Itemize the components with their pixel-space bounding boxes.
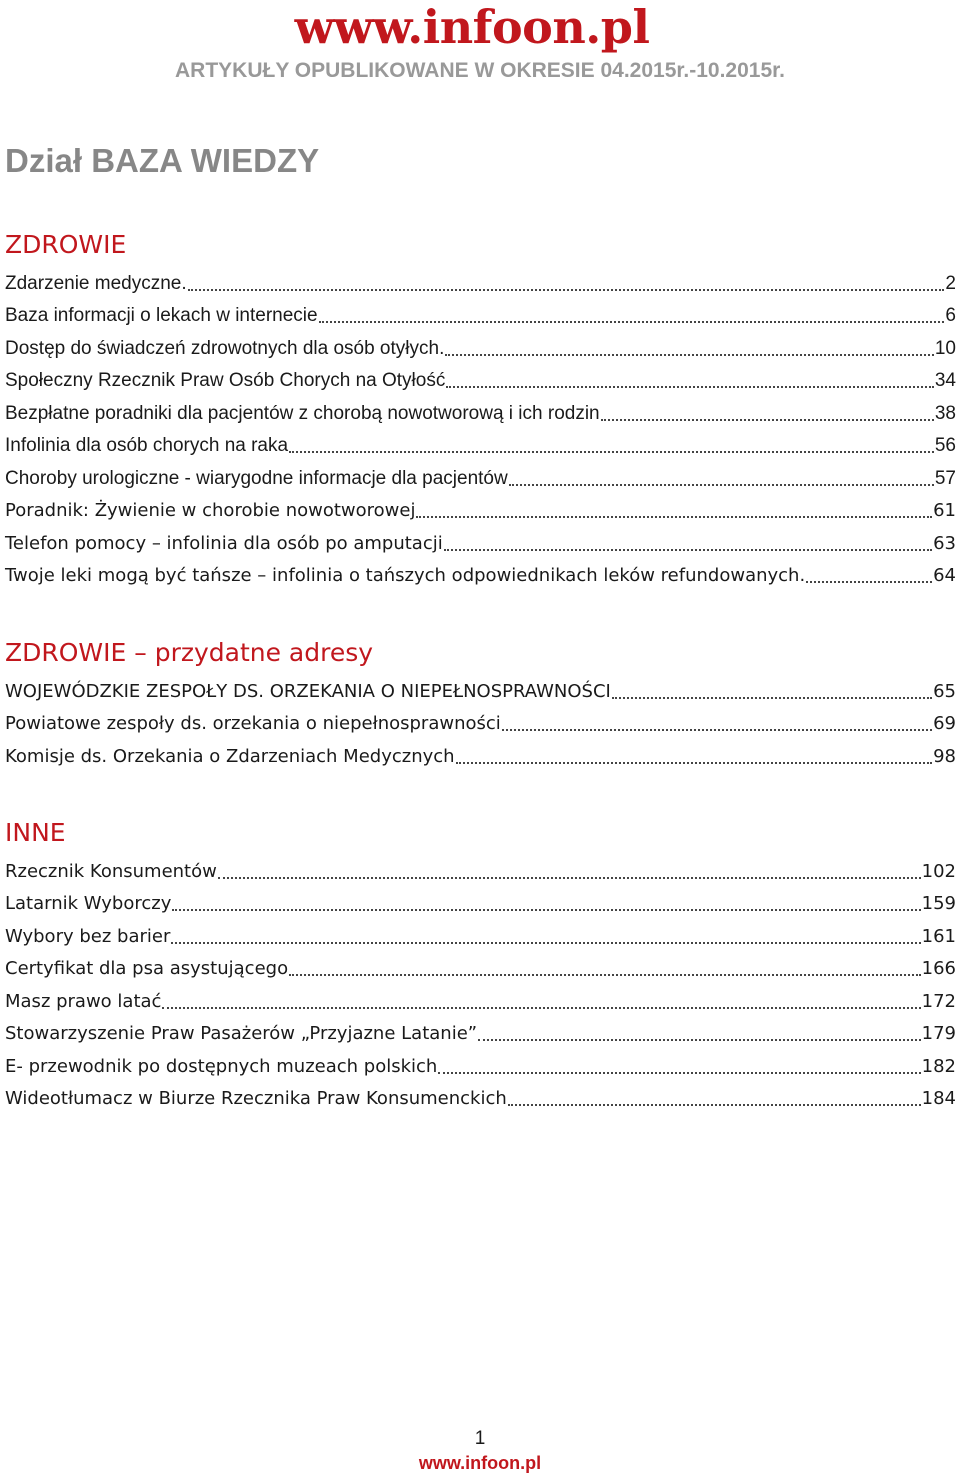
toc-entry-text: Powiatowe zespoły ds. orzekania o niepełnosprawności [5, 713, 501, 734]
toc-entry[interactable] [5, 704, 956, 736]
toc-entry-page: 159 [921, 893, 956, 914]
toc-entry-text: Wideotłumacz w Biurze Rzecznika Praw Konsumenckich [5, 1088, 507, 1109]
toc-entry-text: Społeczny Rzecznik Praw Osób Chorych na Otyłość [5, 370, 446, 391]
toc-entry[interactable] [5, 949, 956, 981]
toc-entry[interactable] [5, 1014, 956, 1046]
toc-entry-text: Poradnik: Żywienie w chorobie nowotworowej [5, 500, 416, 521]
toc-entry-text: Stowarzyszenie Praw Pasażerów „Przyjazne Latanie” [5, 1023, 478, 1044]
toc-entry-text: Twoje leki mogą być tańsze – infolinia o tańszych odpowiednikach leków refundowanych. [5, 565, 806, 586]
toc-entry[interactable] [5, 329, 956, 361]
toc-entry-text: Infolinia dla osób chorych na raka [5, 435, 289, 456]
toc-entry[interactable] [5, 264, 956, 296]
toc-entry-text: E- przewodnik po dostępnych muzeach polskich [5, 1056, 438, 1077]
toc-leader-dots [289, 450, 934, 453]
toc-entry-text: WOJEWÓDZKIE ZESPOŁY DS. ORZEKANIA O NIEPEŁNOSPRAWNOŚCI [5, 681, 611, 702]
toc-entry-text: Latarnik Wyborczy [5, 893, 172, 914]
toc-entry-page: 61 [933, 500, 956, 521]
toc-entry-page: 65 [933, 681, 956, 702]
toc-leader-dots [509, 483, 934, 486]
toc-entry[interactable] [5, 459, 956, 491]
section-title-useful-addresses: ZDROWIE – przydatne adresy [5, 638, 374, 667]
toc-entry[interactable] [5, 1079, 956, 1111]
toc-entry-text: Zdarzenie medyczne. [5, 273, 187, 294]
toc-entry[interactable] [5, 491, 956, 523]
toc-leader-dots [289, 973, 921, 976]
toc-entry-page: 2 [945, 273, 956, 294]
site-title: www.infoon.pl [294, 0, 650, 54]
toc-entry-text: Rzecznik Konsumentów [5, 861, 217, 882]
toc-entry-page: 34 [934, 370, 956, 391]
toc-entry[interactable] [5, 884, 956, 916]
toc-leader-dots [218, 876, 921, 879]
toc-entry-page: 102 [921, 861, 956, 882]
toc-leader-dots [612, 696, 932, 699]
publication-period: ARTYKUŁY OPUBLIKOWANE W OKRESIE 04.2015r.-10.2015r. [175, 59, 785, 82]
toc-leader-dots [446, 385, 934, 388]
toc-entry-text: Dostęp do świadczeń zdrowotnych dla osób otyłych. [5, 338, 445, 359]
toc-entry-page: 63 [933, 533, 956, 554]
toc-entry-text: Masz prawo latać [5, 991, 162, 1012]
section-title-zdrowie: ZDROWIE [5, 230, 127, 259]
toc-leader-dots [171, 941, 920, 944]
toc-entry[interactable] [5, 361, 956, 393]
toc-entry-text: Choroby urologiczne - wiarygodne informacje dla pacjentów [5, 468, 508, 489]
toc-entry-page: 98 [933, 746, 956, 767]
toc-leader-dots [508, 1103, 921, 1106]
toc-leader-dots [478, 1038, 921, 1041]
toc-entry-page: 184 [921, 1088, 956, 1109]
toc-entry[interactable] [5, 852, 956, 884]
toc-leader-dots [162, 1006, 920, 1009]
toc-entry[interactable] [5, 426, 956, 458]
toc-entry-text: Wybory bez barier [5, 926, 171, 947]
toc-entry[interactable] [5, 394, 956, 426]
toc-entry-page: 6 [945, 305, 956, 326]
toc-entry-page: 172 [921, 991, 956, 1012]
toc-entry-page: 179 [921, 1023, 956, 1044]
toc-entry[interactable] [5, 524, 956, 556]
toc-entry[interactable] [5, 982, 956, 1014]
toc-entry[interactable] [5, 672, 956, 704]
toc-leader-dots [438, 1071, 920, 1074]
toc-leader-dots [188, 288, 945, 291]
toc-entry[interactable] [5, 296, 956, 328]
toc-leader-dots [416, 515, 932, 518]
toc-entry[interactable] [5, 1047, 956, 1079]
toc-leader-dots [806, 580, 932, 583]
footer-url[interactable]: www.infoon.pl [418, 1453, 542, 1473]
toc-entry-page: 56 [934, 435, 956, 456]
page-number: 1 [474, 1428, 486, 1449]
toc-entry[interactable] [5, 737, 956, 769]
toc-leader-dots [502, 728, 932, 731]
toc-leader-dots [319, 320, 945, 323]
toc-entry-text: Bezpłatne poradniki dla pacjentów z chorobą nowotworową i ich rodzin [5, 403, 600, 424]
toc-entry-page: 38 [934, 403, 956, 424]
toc-entry-page: 182 [921, 1056, 956, 1077]
toc-entry-page: 10 [934, 338, 956, 359]
toc-leader-dots [601, 418, 934, 421]
section-title-other: INNE [5, 818, 66, 847]
toc-leader-dots [444, 548, 932, 551]
toc-entry-text: Certyfikat dla psa asystującego [5, 958, 289, 979]
toc-entry-text: Komisje ds. Orzekania o Zdarzeniach Medycznych [5, 746, 455, 767]
toc-entry-page: 57 [934, 468, 956, 489]
toc-entry[interactable] [5, 556, 956, 588]
toc-leader-dots [445, 353, 934, 356]
toc-entry-page: 64 [933, 565, 956, 586]
toc-leader-dots [456, 761, 933, 764]
toc-entry-page: 69 [933, 713, 956, 734]
toc-entry-text: Telefon pomocy – infolinia dla osób po amputacji [5, 533, 443, 554]
toc-entry-text: Baza informacji o lekach w internecie [5, 305, 318, 326]
toc-entry-page: 166 [921, 958, 956, 979]
toc-entry[interactable] [5, 917, 956, 949]
toc-leader-dots [172, 908, 920, 911]
department-title: Dział BAZA WIEDZY [5, 142, 320, 179]
toc-entry-page: 161 [921, 926, 956, 947]
